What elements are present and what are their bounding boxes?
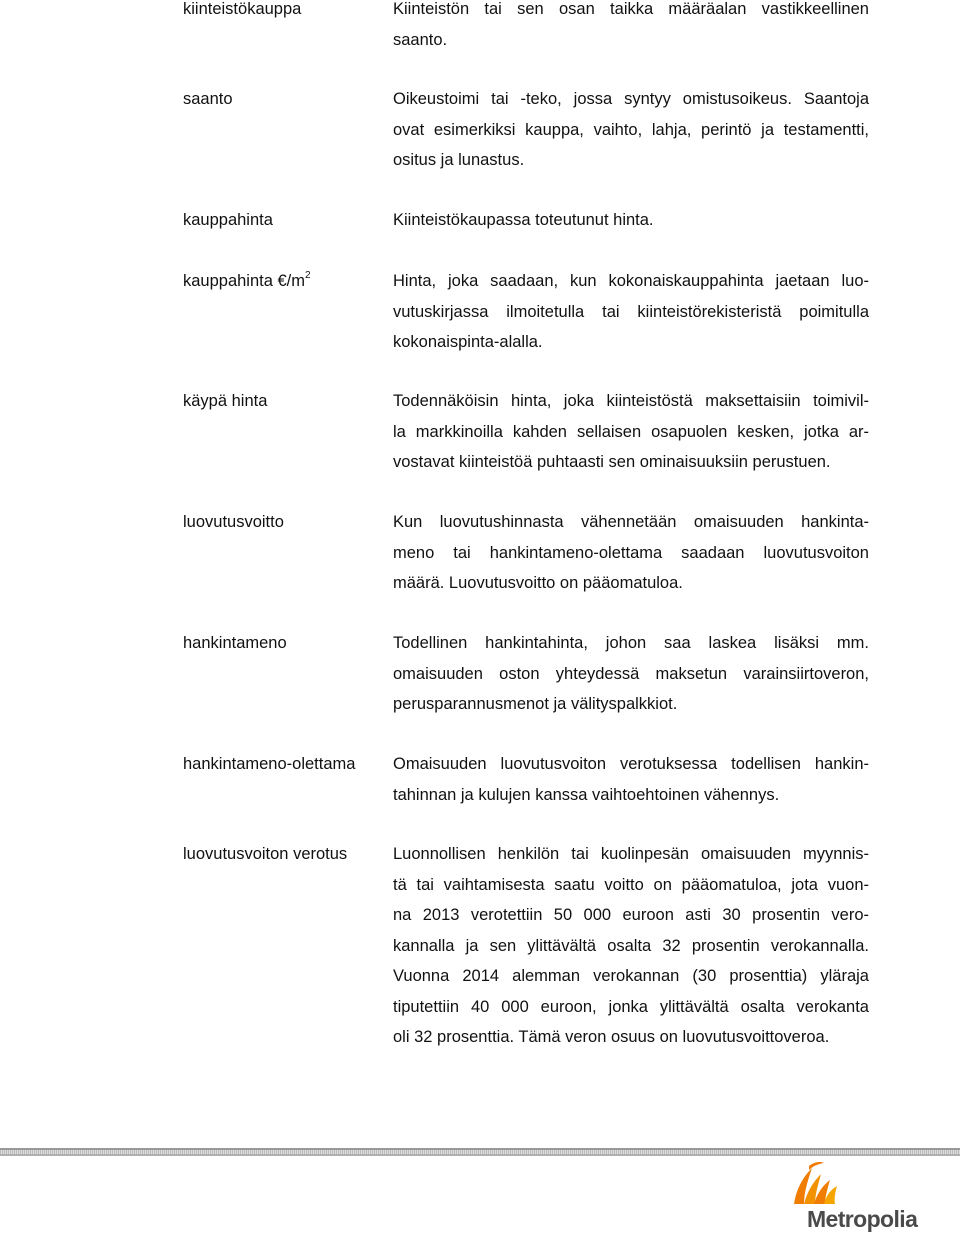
definition-line: tä tai vaihtamisesta saatu voitto on pääomatuloa, jota vuon-: [393, 875, 869, 894]
metropolia-flame-logo-icon: [790, 1160, 860, 1210]
glossary-term: hankintameno: [183, 634, 287, 652]
definition-line: ovat esimerkiksi kauppa, vaihto, lahja, perintö ja testamentti,: [393, 120, 869, 139]
metropolia-logo: [790, 1160, 930, 1233]
glossary-definition: [393, 386, 869, 478]
definition-line: Hinta, joka saadaan, kun kokonaiskauppahinta jaetaan luo-: [393, 272, 869, 290]
metropolia-logo-text: Metropolia: [807, 1206, 918, 1232]
definition-line: saanto.: [393, 30, 448, 49]
glossary-definition: [393, 266, 869, 358]
term-superscript: 2: [305, 269, 311, 281]
definition-line: kannalla ja sen ylittävältä osalta 32 prosentin verokannalla.: [393, 936, 869, 955]
definition-line: tahinnan ja kulujen kanssa vaihtoehtoinen vähennys.: [393, 785, 780, 804]
definition-line: Kun luovutushinnasta vähennetään omaisuuden hankinta-: [393, 513, 869, 531]
footer-divider: [0, 1148, 960, 1156]
definition-line: Kiinteistön tai sen osan taikka määräalan vastikkeellinen: [393, 0, 869, 18]
definition-line: Todennäköisin hinta, joka kiinteistöstä maksettaisiin toimivil-: [393, 392, 869, 410]
glossary-definition: [393, 205, 869, 236]
glossary-term: kauppahinta $€/m^2$: [183, 269, 311, 290]
definition-line: tiputettiin 40 000 euroon, jonka ylittävältä osalta verokanta: [393, 997, 869, 1016]
definition-line: ositus ja lunastus.: [393, 151, 525, 169]
glossary-term: luovutusvoiton verotus: [183, 845, 348, 863]
glossary-term: saanto: [183, 90, 233, 108]
definition-line: vostavat kiinteistöä puhtaasti sen ominaisuuksiin perustuen.: [393, 453, 831, 471]
definition-line: na 2013 verotettiin 50 000 euroon asti 30 prosentin vero-: [393, 906, 869, 924]
glossary-definition: [393, 628, 869, 720]
glossary-term: kauppahinta: [183, 211, 273, 229]
definition-line: määrä. Luovutusvoitto on pääomatuloa.: [393, 574, 683, 592]
glossary-term: luovutusvoitto: [183, 513, 284, 531]
definition-line: kokonaispinta-alalla.: [393, 333, 543, 351]
glossary-definition: [393, 84, 869, 176]
definition-line: meno tai hankintameno-olettama saadaan luovutusvoiton: [393, 543, 869, 562]
definition-line: omaisuuden oston yhteydessä maksetun varainsiirtoveron,: [393, 664, 869, 683]
glossary-term: käypä hinta: [183, 392, 268, 410]
glossary-definition: [393, 0, 869, 55]
definition-line: Vuonna 2014 alemman verokannan (30 prosenttia) yläraja: [393, 967, 869, 985]
definition-line: Todellinen hankintahinta, johon saa laskea lisäksi mm.: [393, 634, 869, 652]
definition-line: Oikeustoimi tai -teko, jossa syntyy omistusoikeus. Saantoja: [393, 90, 869, 108]
glossary-definition: [393, 839, 869, 1053]
glossary-definition: [393, 507, 869, 599]
definition-line: perusparannusmenot ja välityspalkkiot.: [393, 695, 678, 713]
glossary-term: hankintameno-olettama: [183, 755, 356, 773]
definition-line: la markkinoilla kahden sellaisen osapuolen kesken, jotka ar-: [393, 422, 869, 441]
glossary-term: kiinteistökauppa: [183, 0, 302, 18]
definition-line: Luonnollisen henkilön tai kuolinpesän omaisuuden myynnis-: [393, 845, 869, 863]
definition-line: oli 32 prosenttia. Tämä veron osuus on luovutusvoittoveroa.: [393, 1028, 830, 1046]
definition-line: Kiinteistökaupassa toteutunut hinta.: [393, 211, 654, 229]
definition-line: vutuskirjassa ilmoitetulla tai kiinteistörekisteristä poimitulla: [393, 302, 869, 321]
glossary-definition: [393, 749, 869, 810]
definition-line: Omaisuuden luovutusvoiton verotuksessa todellisen hankin-: [393, 755, 869, 773]
